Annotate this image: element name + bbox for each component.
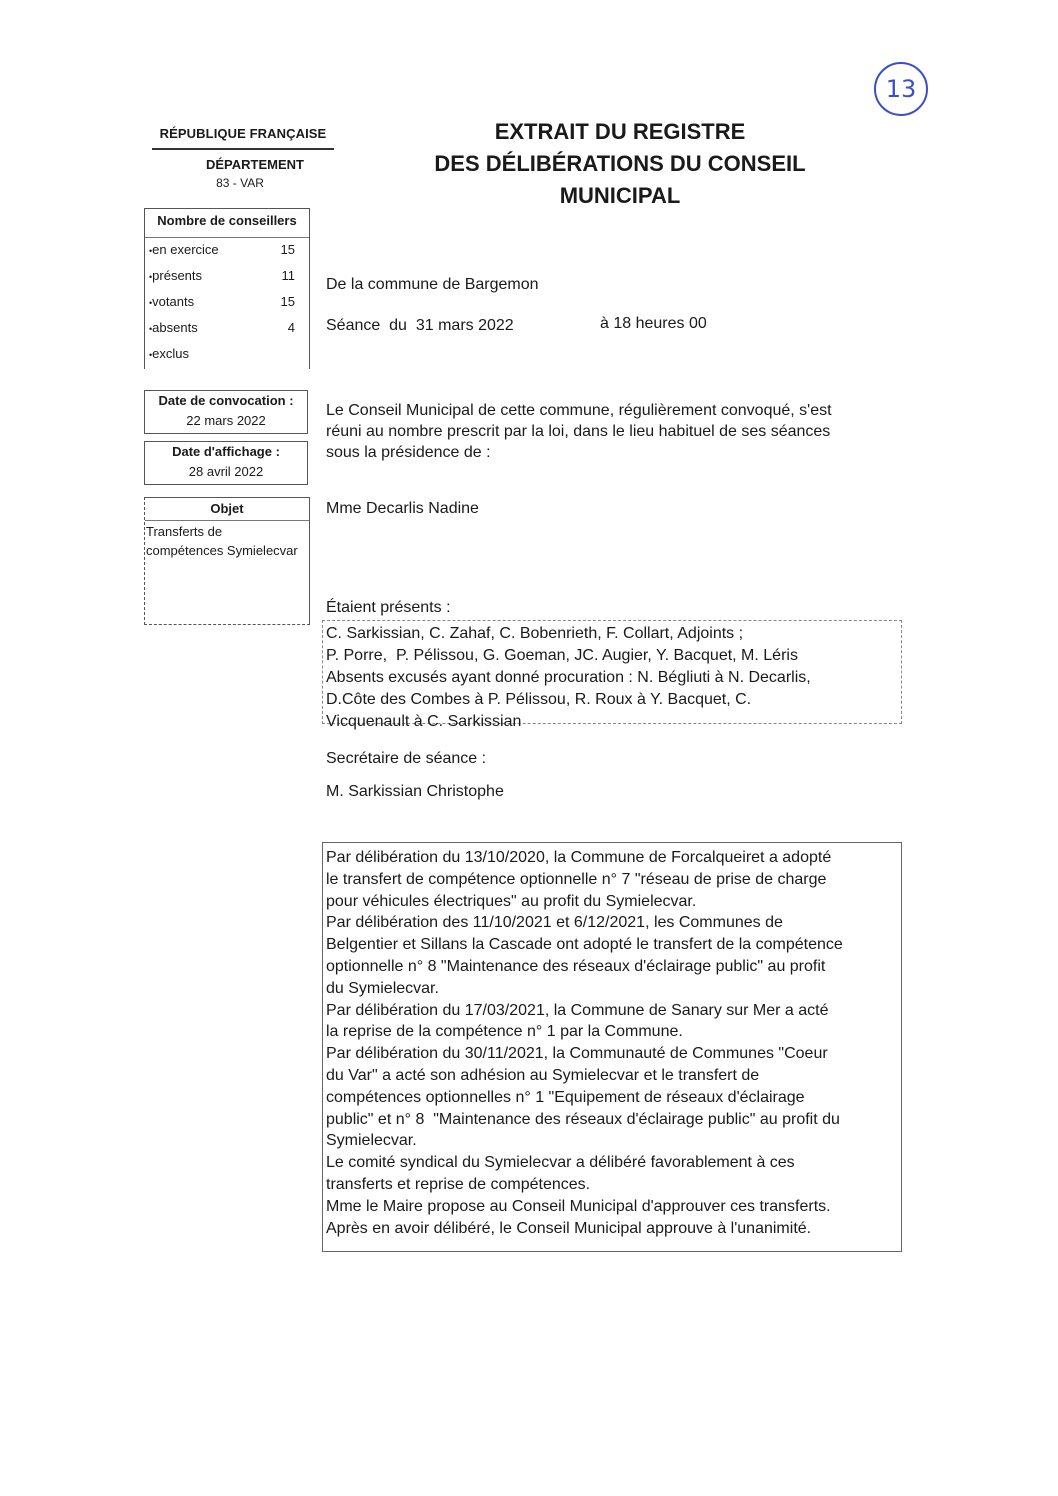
document-title <box>390 116 850 212</box>
objet-line: compétences Symielecvar <box>146 543 298 558</box>
body-line: Après en avoir délibéré, le Conseil Municipal approuve à l'unanimité. <box>326 1219 812 1237</box>
presents-line: P. Porre, P. Pélissou, G. Goeman, JC. Augier, Y. Bacquet, M. Léris <box>326 647 798 664</box>
republic-divider <box>152 148 334 150</box>
counts-divider <box>145 237 309 238</box>
count-row <box>149 346 295 361</box>
presents-line: D.Côte des Combes à P. Pélissou, R. Roux à Y. Bacquet, C. <box>326 691 752 708</box>
seance-heure: à 18 heures 00 <box>600 315 707 332</box>
body-line: compétences optionnelles n° 1 "Equipement de réseaux d'éclairage <box>326 1088 805 1106</box>
count-row <box>149 268 295 283</box>
body-line: du Var" a acté son adhésion au Symielecvar et le transfert de <box>326 1066 760 1084</box>
deliberation-body <box>322 842 902 1252</box>
republic-label: RÉPUBLIQUE FRANÇAISE <box>159 126 327 141</box>
count-label: • en exercice <box>149 242 219 257</box>
presents-box <box>322 620 902 730</box>
secretaire-name: M. Sarkissian Christophe <box>326 783 504 800</box>
title-line: EXTRAIT DU REGISTRE <box>494 119 746 144</box>
body-line: Par délibération des 11/10/2021 et 6/12/2021, les Communes de <box>326 914 783 932</box>
commune-text: De la commune de Bargemon <box>326 276 539 293</box>
title-line: DES DÉLIBÉRATIONS DU CONSEIL <box>434 151 806 176</box>
intro-paragraph <box>326 400 832 463</box>
objet-text <box>146 522 309 560</box>
secretaire-label: Secrétaire de séance : <box>326 750 487 767</box>
convocation-label: Date de convocation : <box>158 393 294 408</box>
body-line: Le comité syndical du Symielecvar a délibéré favorablement à ces <box>326 1154 795 1172</box>
objet-line: Transferts de <box>146 524 223 539</box>
body-line: le transfert de compétence optionnelle n° 7 "réseau de prise de charge <box>326 870 827 888</box>
counts-box <box>144 208 310 369</box>
convocation-date: 22 mars 2022 <box>186 413 266 428</box>
presents-line: Vicquenault à C. Sarkissian <box>326 713 522 730</box>
body-line: optionnelle n° 8 "Maintenance des réseaux d'éclairage public" au profit <box>326 957 826 975</box>
body-line: Mme le Maire propose au Conseil Municipal d'approuver ces transferts. <box>326 1197 831 1215</box>
intro-line: Le Conseil Municipal de cette commune, régulièrement convoqué, s'est <box>326 402 832 419</box>
count-value: 4 <box>287 320 295 335</box>
body-line: Par délibération du 30/11/2021, la Communauté de Communes "Coeur <box>326 1045 828 1063</box>
count-value: 15 <box>280 242 295 257</box>
body-line: Belgentier et Sillans la Cascade ont adopté le transfert de la compétence <box>326 936 843 954</box>
body-line: du Symielecvar. <box>326 979 439 997</box>
presents-label: Étaient présents : <box>326 599 451 616</box>
page-number-stamp: 13 <box>874 62 928 116</box>
affichage-date: 28 avril 2022 <box>188 464 264 479</box>
affichage-box <box>144 441 308 485</box>
department-value: 83 - VAR <box>216 176 264 190</box>
department-label: DÉPARTEMENT <box>206 157 304 172</box>
objet-box <box>144 497 310 625</box>
count-value: 11 <box>281 268 295 283</box>
count-label: • exclus <box>149 346 189 361</box>
body-line: transferts et reprise de compétences. <box>326 1175 591 1193</box>
presents-line: Absents excusés ayant donné procuration : N. Bégliuti à N. Decarlis, <box>326 669 811 686</box>
objet-divider <box>145 520 309 521</box>
body-line: la reprise de la compétence n° 1 par la Commune. <box>326 1023 683 1041</box>
affichage-label: Date d'affichage : <box>172 444 280 459</box>
intro-line: sous la présidence de : <box>326 444 491 461</box>
count-row <box>149 242 295 257</box>
presents-line: C. Sarkissian, C. Zahaf, C. Bobenrieth, F. Collart, Adjoints ; <box>326 625 744 642</box>
count-label: • absents <box>149 320 198 335</box>
count-label: • présents <box>149 268 202 283</box>
count-value: 15 <box>280 294 295 309</box>
objet-label: Objet <box>210 501 244 516</box>
intro-line: réuni au nombre prescrit par la loi, dans le lieu habituel de ses séances <box>326 423 831 440</box>
count-label: • votants <box>149 294 194 309</box>
body-line: Symielecvar. <box>326 1132 417 1150</box>
count-row <box>149 294 295 309</box>
body-line: pour véhicules électriques" au profit du Symielecvar. <box>326 892 697 910</box>
title-line: MUNICIPAL <box>559 183 681 208</box>
convocation-box <box>144 390 308 434</box>
body-line: Par délibération du 17/03/2021, la Commune de Sanary sur Mer a acté <box>326 1001 829 1019</box>
counts-header: Nombre de conseillers <box>157 213 297 228</box>
count-row <box>149 320 295 335</box>
body-line: public" et n° 8 "Maintenance des réseaux d'éclairage public" au profit du <box>326 1110 840 1128</box>
seance-date: Séance du 31 mars 2022 <box>326 317 514 334</box>
body-line: Par délibération du 13/10/2020, la Commune de Forcalqueiret a adopté <box>326 849 832 866</box>
president-name: Mme Decarlis Nadine <box>326 500 479 517</box>
